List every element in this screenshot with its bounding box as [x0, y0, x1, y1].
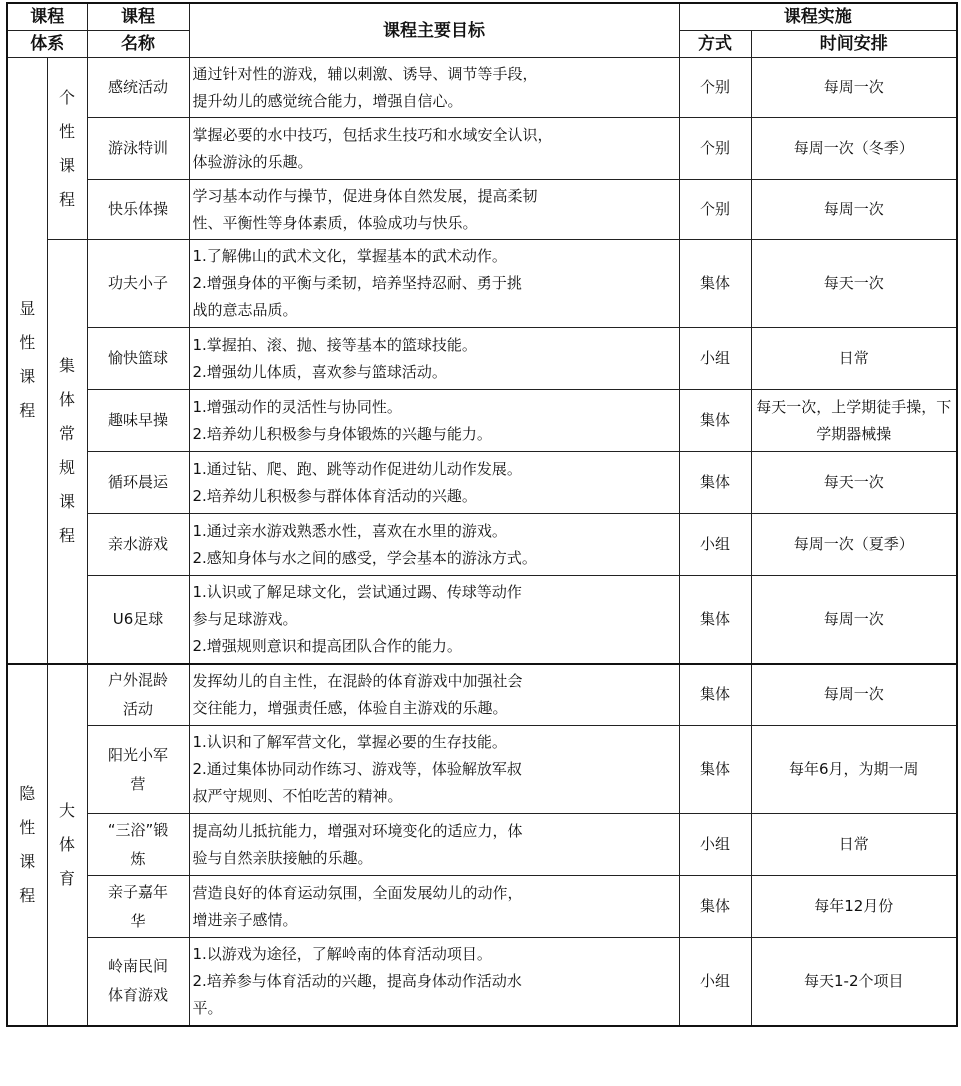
goal-line: 验与自然亲肤接触的乐趣。	[192, 848, 373, 867]
goal-line: 交往能力，增强责任感，体验自主游戏的乐趣。	[192, 698, 508, 717]
goal-line: 学习基本动作与操节，促进身体自然发展，提高柔韧	[192, 186, 538, 205]
group-explicit	[7, 58, 47, 664]
course-mode: 小组	[679, 938, 751, 1026]
goal-line: 2.增强规则意识和提高团队合作的能力。	[192, 636, 462, 655]
goal-line: 增进亲子感情。	[192, 910, 298, 929]
course-name	[87, 664, 189, 726]
table-row	[7, 328, 957, 390]
course-name	[87, 726, 189, 814]
course-name	[87, 576, 189, 664]
course-mode: 集体	[679, 664, 751, 726]
goal-line: 1.了解佛山的武术文化，掌握基本的武术动作。	[192, 247, 507, 265]
header-implementation: 课程实施	[679, 3, 957, 31]
goal-line: 性、平衡性等身体素质，体验成功与快乐。	[192, 213, 478, 232]
table-body	[7, 58, 957, 1026]
course-name	[87, 814, 189, 876]
course-time: 每周一次	[751, 664, 957, 726]
goal-line: 2.增强身体的平衡与柔韧，培养坚持忍耐、勇于挑	[192, 274, 522, 292]
goal-line: 2.培养幼儿积极参与身体锻炼的兴趣与能力。	[192, 424, 492, 443]
goal-line: 2.培养参与体育活动的兴趣，提高身体动作活动水	[192, 971, 522, 990]
goal-line: 掌握必要的水中技巧，包括求生技巧和水域安全认识，	[192, 125, 553, 144]
group-implicit	[7, 664, 47, 1026]
group-explicit-label: 显性课程	[19, 299, 36, 421]
course-name-text: 循环晨运	[107, 473, 168, 491]
course-name	[87, 240, 189, 328]
course-time: 每天一次	[751, 452, 957, 514]
course-goal	[189, 576, 679, 664]
course-name	[87, 118, 189, 180]
course-mode: 小组	[679, 328, 751, 390]
course-mode: 小组	[679, 514, 751, 576]
table-row	[7, 58, 957, 118]
curriculum-table-wrap	[6, 2, 956, 1027]
course-mode: 个别	[679, 58, 751, 118]
table-row	[7, 390, 957, 452]
course-goal	[189, 664, 679, 726]
course-time: 每周一次	[751, 180, 957, 240]
header-row-1	[7, 3, 957, 31]
course-name-text: “三浴”锻炼	[107, 820, 169, 868]
course-mode: 个别	[679, 180, 751, 240]
course-name-text: 亲子嘉年华	[107, 882, 168, 930]
goal-line: 通过针对性的游戏，辅以刺激、诱导、调节等手段，	[192, 64, 538, 83]
course-time: 每年6月，为期一周	[751, 726, 957, 814]
course-time: 每周一次	[751, 576, 957, 664]
course-name	[87, 876, 189, 938]
course-goal	[189, 58, 679, 118]
goal-line: 2.增强幼儿体质，喜欢参与篮球活动。	[192, 362, 447, 381]
course-mode: 集体	[679, 576, 751, 664]
goal-line: 体验游泳的乐趣。	[192, 152, 313, 171]
course-name-text: 游泳特训	[107, 139, 168, 157]
subgroup-routine	[47, 240, 87, 664]
goal-line: 2.通过集体协同动作练习、游戏等，体验解放军叔	[192, 760, 522, 778]
table-row	[7, 514, 957, 576]
goal-line: 2.培养幼儿积极参与群体体育活动的兴趣。	[192, 486, 477, 505]
course-goal	[189, 390, 679, 452]
course-time: 每天一次	[751, 240, 957, 328]
header-name-2: 名称	[87, 31, 189, 58]
course-goal	[189, 328, 679, 390]
course-name	[87, 180, 189, 240]
course-goal	[189, 514, 679, 576]
goal-line: 1.通过钻、爬、跑、跳等动作促进幼儿动作发展。	[192, 459, 522, 478]
table-row	[7, 118, 957, 180]
goal-line: 1.以游戏为途径，了解岭南的体育活动项目。	[192, 944, 492, 963]
course-time: 每周一次	[751, 58, 957, 118]
goal-line: 参与足球游戏。	[192, 609, 298, 628]
course-name	[87, 514, 189, 576]
goal-line: 1.掌握拍、滚、抛、接等基本的篮球技能。	[192, 335, 477, 354]
course-name-text: 亲水游戏	[107, 535, 168, 553]
course-name-text: 岭南民间体育游戏	[107, 957, 168, 1005]
header-mode: 方式	[679, 31, 751, 58]
goal-line: 1.认识或了解足球文化，尝试通过踢、传球等动作	[192, 582, 522, 601]
course-name-text: 阳光小军营	[107, 745, 168, 793]
curriculum-table	[6, 2, 958, 1027]
course-mode: 个别	[679, 118, 751, 180]
course-name-text: 快乐体操	[107, 200, 168, 218]
course-name	[87, 328, 189, 390]
header-time: 时间安排	[751, 31, 957, 58]
course-name	[87, 390, 189, 452]
course-name	[87, 452, 189, 514]
course-mode: 集体	[679, 726, 751, 814]
table-row	[7, 876, 957, 938]
course-time: 日常	[751, 328, 957, 390]
course-time: 每周一次（夏季）	[751, 514, 957, 576]
subgroup-sports	[47, 664, 87, 1026]
course-goal	[189, 180, 679, 240]
group-implicit-label: 隐性课程	[19, 783, 36, 905]
goal-line: 战的意志品质。	[192, 301, 298, 319]
course-goal	[189, 876, 679, 938]
course-name-text: 愉快篮球	[107, 349, 168, 367]
header-name: 课程	[87, 3, 189, 31]
course-time: 每周一次（冬季）	[751, 118, 957, 180]
course-name-text: 户外混龄活动	[107, 670, 168, 718]
course-goal	[189, 118, 679, 180]
course-time: 每年12月份	[751, 876, 957, 938]
goal-line: 1.通过亲水游戏熟悉水性，喜欢在水里的游戏。	[192, 521, 507, 540]
course-name-text: 功夫小子	[107, 274, 168, 292]
table-row	[7, 938, 957, 1026]
course-name-text: 趣味早操	[107, 411, 168, 429]
course-goal	[189, 452, 679, 514]
course-mode: 小组	[679, 814, 751, 876]
header-goal: 课程主要目标	[189, 3, 679, 58]
course-mode: 集体	[679, 876, 751, 938]
course-goal	[189, 240, 679, 328]
course-mode: 集体	[679, 452, 751, 514]
subgroup-sports-label: 大体育	[58, 800, 75, 888]
table-row	[7, 664, 957, 726]
goal-line: 1.增强动作的灵活性与协同性。	[192, 397, 402, 416]
goal-line: 营造良好的体育运动氛围，全面发展幼儿的动作，	[192, 883, 523, 902]
goal-line: 提升幼儿的感觉统合能力，增强自信心。	[192, 91, 463, 110]
subgroup-routine-label: 集体常规课程	[58, 356, 75, 546]
course-time: 日常	[751, 814, 957, 876]
course-goal	[189, 814, 679, 876]
goal-line: 平。	[192, 998, 223, 1017]
table-row	[7, 726, 957, 814]
course-name	[87, 58, 189, 118]
course-time: 每天一次，上学期徒手操，下学期器械操	[751, 390, 957, 452]
table-row	[7, 180, 957, 240]
course-name	[87, 938, 189, 1026]
table-row	[7, 240, 957, 328]
course-mode: 集体	[679, 390, 751, 452]
goal-line: 发挥幼儿的自主性，在混龄的体育游戏中加强社会	[192, 671, 523, 690]
course-mode: 集体	[679, 240, 751, 328]
goal-line: 叔严守规则、不怕吃苦的精神。	[192, 787, 403, 805]
header-system: 课程	[7, 3, 87, 31]
course-name-text: 感统活动	[107, 78, 168, 96]
subgroup-personal	[47, 58, 87, 240]
header-system-2: 体系	[7, 31, 87, 58]
goal-line: 2.感知身体与水之间的感受，学会基本的游泳方式。	[192, 548, 537, 567]
course-name-text: U6足球	[112, 609, 164, 628]
table-row	[7, 452, 957, 514]
goal-line: 1.认识和了解军营文化，掌握必要的生存技能。	[192, 733, 507, 751]
course-time: 每天1-2个项目	[751, 938, 957, 1026]
table-row	[7, 576, 957, 664]
course-goal	[189, 938, 679, 1026]
course-goal	[189, 726, 679, 814]
goal-line: 提高幼儿抵抗能力，增强对环境变化的适应力，体	[192, 821, 523, 840]
subgroup-personal-label: 个性课程	[58, 87, 75, 209]
table-row	[7, 814, 957, 876]
